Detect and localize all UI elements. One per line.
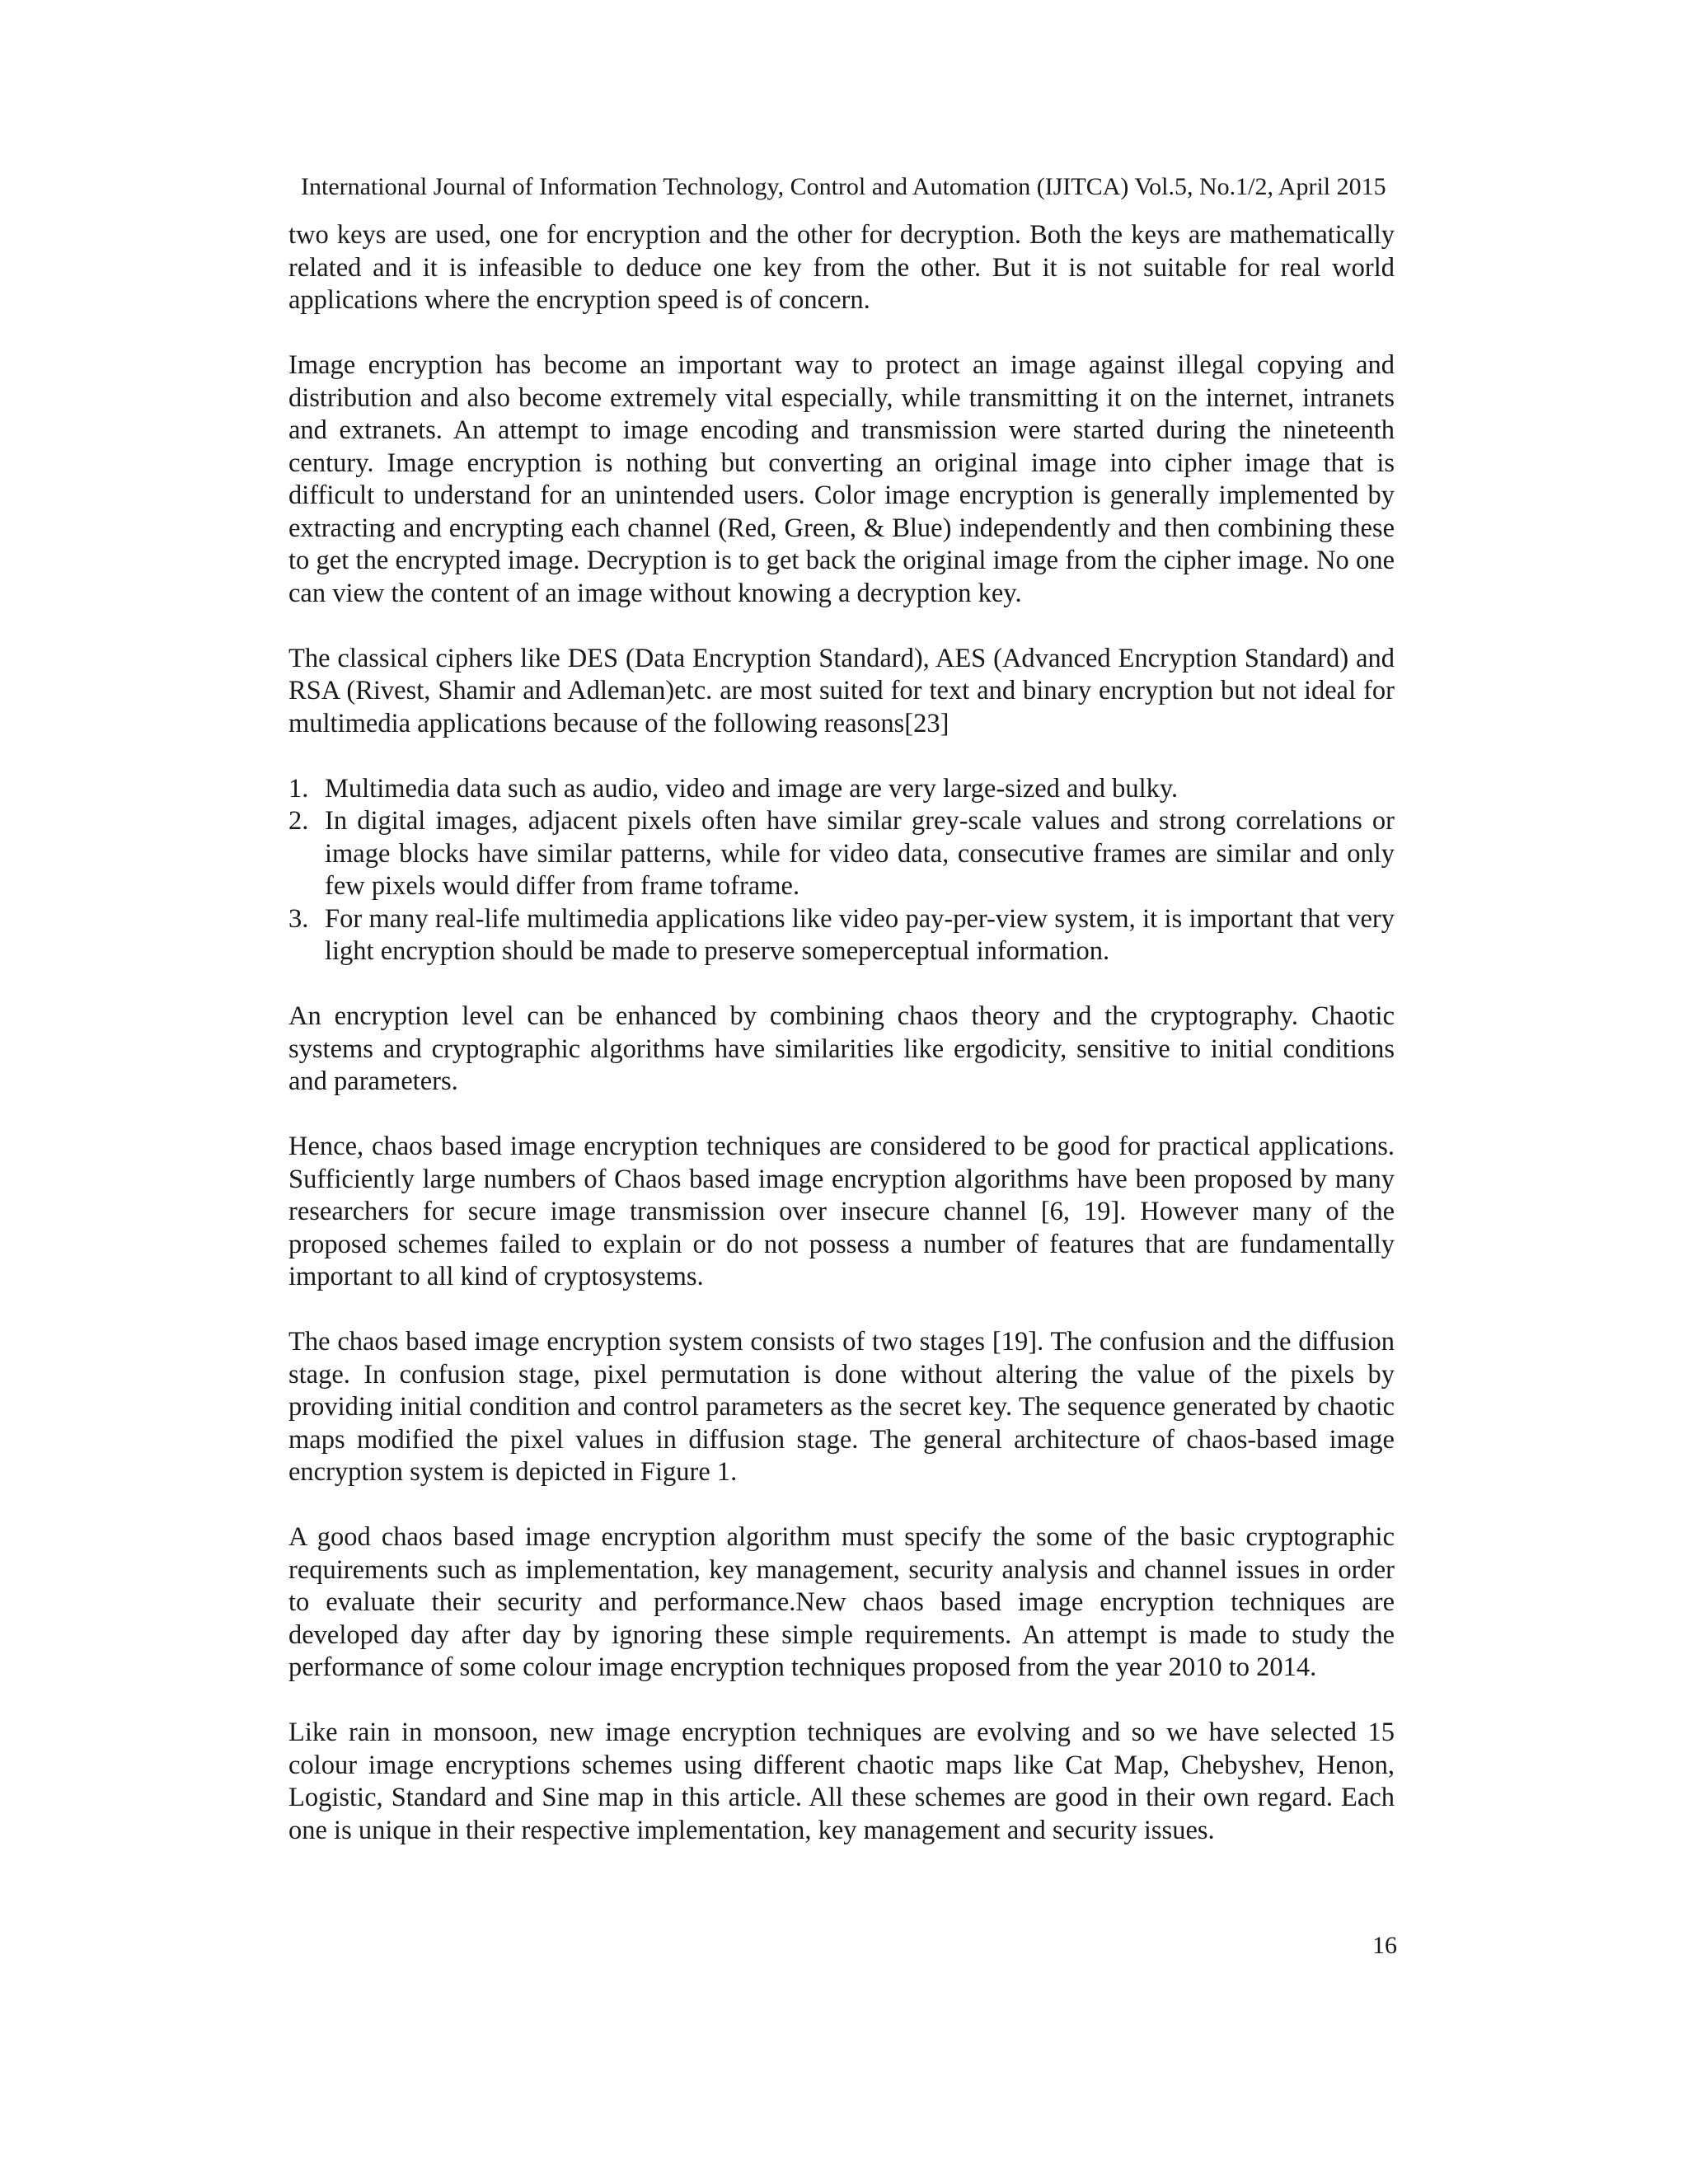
article-body (288, 219, 1395, 1880)
paragraph-selected-schemes: Like rain in monsoon, new image encryption techniques are evolving and so we have selected 15 colour image encryptions schemes using different chaotic maps like Cat Map, Chebyshev, Henon, Logistic, Standard and Sine map in this article. All these schemes are good in their own regard. Each one is unique in their respective implementation, key management and security issues. (288, 1718, 1395, 1845)
paragraph-keys-continuation: two keys are used, one for encryption and the other for decryption. Both the keys are mathematically related and it is infeasible to deduce one key from the other. But it is not suitable for real world applications where the encryption speed is of concern. (288, 220, 1395, 315)
list-item-text: In digital images, adjacent pixels often have similar grey-scale values and strong correlations or image blocks have similar patterns, while for video data, consecutive frames are similar and only few pixels would differ from frame toframe. (325, 806, 1395, 901)
paragraph-chaos-practical: Hence, chaos based image encryption techniques are considered to be good for practical applications. Sufficiently large numbers of Chaos based image encryption algorithms have been proposed by many researchers for secure image transmission over insecure channel [6, 19]. However many of the proposed schemes failed to explain or do not possess a number of features that are fundamentally important to all kind of cryptosystems. (288, 1132, 1395, 1291)
paragraph-chaos-cryptography: An encryption level can be enhanced by combining chaos theory and the cryptography. Chaotic systems and cryptographic algorithms have similarities like ergodicity, sensitive to initial conditions and parameters. (288, 1001, 1395, 1096)
list-item-text: For many real-life multimedia applications like video pay-per-view system, it is important that very light encryption should be made to preserve someperceptual information. (325, 903, 1395, 966)
list-item (288, 805, 1395, 903)
paragraph-classical-ciphers: The classical ciphers like DES (Data Encryption Standard), AES (Advanced Encryption Standard) and RSA (Rivest, Shamir and Adleman)etc. are most suited for text and binary encryption but not ideal for multimedia applications because of the following reasons[23] (288, 643, 1395, 738)
paragraph-requirements: A good chaos based image encryption algorithm must specify the some of the basic cryptographic requirements such as implementation, key management, security analysis and channel issues in order to evaluate their security and performance.New chaos based image encryption techniques are developed day after day by ignoring these simple requirements. An attempt is made to study the performance of some colour image encryption techniques proposed from the year 2010 to 2014. (288, 1522, 1395, 1682)
paragraph-chaos-stages: The chaos based image encryption system consists of two stages [19]. The confusion and the diffusion stage. In confusion stage, pixel permutation is done without altering the value of the pixels by providing initial condition and control parameters as the secret key. The sequence generated by chaotic maps modified the pixel values in diffusion stage. The general architecture of chaos-based image encryption system is depicted in Figure 1. (288, 1327, 1395, 1487)
list-item-text: Multimedia data such as audio, video and image are very large-sized and bulky. (325, 773, 1179, 804)
paragraph-image-encryption-intro: Image encryption has become an important way to protect an image against illegal copying and distribution and also become extremely vital especially, while transmitting it on the internet, intranets and extranets. An attempt to image encoding and transmission were started during the nineteenth century. Image encryption is nothing but converting an original image into cipher image that is difficult to understand for an unintended users. Color image encryption is generally implemented by extracting and encrypting each channel (Red, Green, & Blue) independently and then combining these to get the encrypted image. Decryption is to get back the original image from the cipher image. No one can view the content of an image without knowing a decryption key. (288, 350, 1395, 608)
list-item-number: 1. (288, 773, 309, 804)
journal-running-header: International Journal of Information Technology, Control and Automation (IJITCA) Vol.5, No.1/2, April 2015 (301, 173, 1386, 200)
page-number: 16 (1372, 1932, 1397, 1959)
list-item-number: 2. (288, 806, 309, 836)
list-item (288, 773, 1395, 806)
list-item (288, 903, 1395, 968)
list-item-number: 3. (288, 903, 309, 934)
reasons-list (288, 773, 1395, 968)
